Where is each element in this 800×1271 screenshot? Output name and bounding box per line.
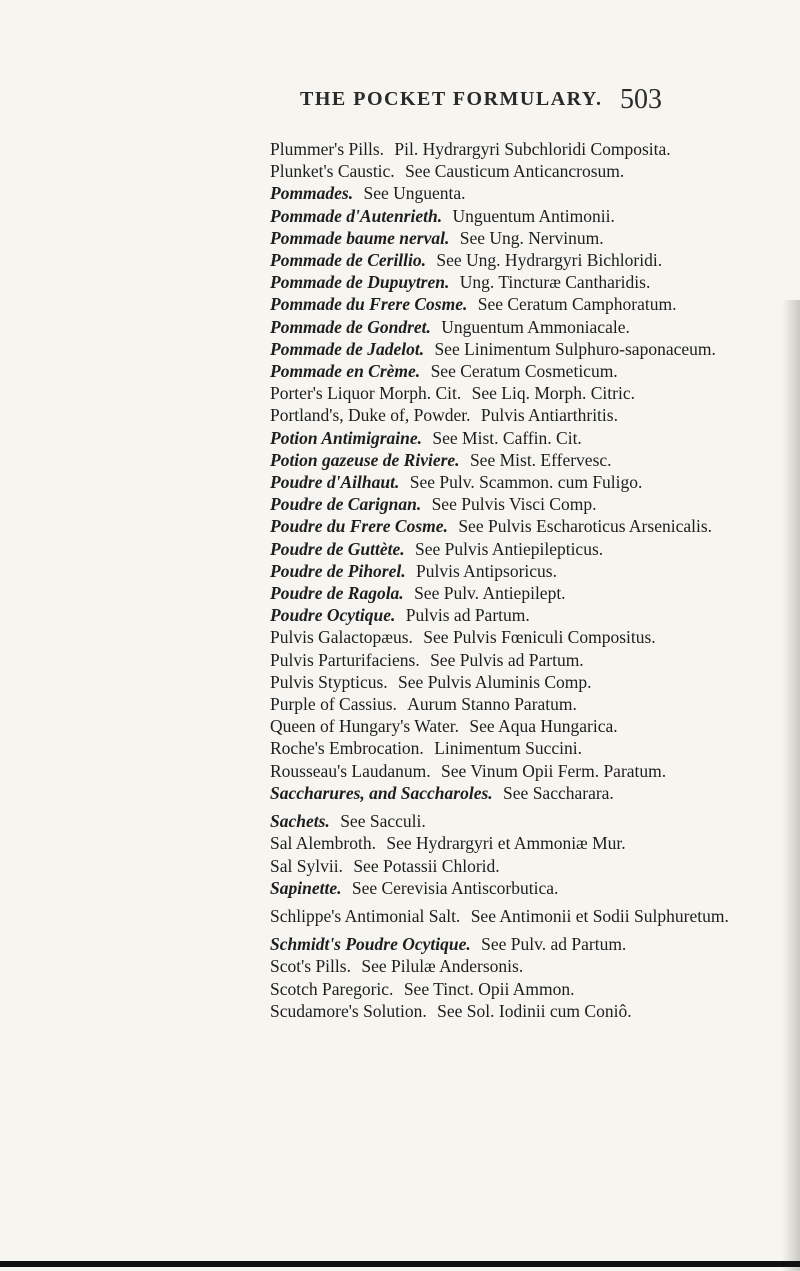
- entry-reference: See Saccharara.: [503, 782, 614, 803]
- entry-heading: Scotch Paregoric.: [270, 978, 394, 999]
- formulary-entry: [270, 316, 770, 338]
- entry-heading: Potion Antimigraine.: [270, 427, 423, 448]
- formulary-entry: [270, 382, 770, 404]
- entry-reference: See Pulvis Aluminis Comp.: [398, 671, 592, 692]
- entry-heading: Porter's Liquor Morph. Cit.: [270, 383, 462, 404]
- entry-reference: Unguentum Ammoniacale.: [441, 316, 630, 337]
- formulary-entry: [270, 905, 770, 927]
- entry-reference: See Pilulæ Andersonis.: [361, 956, 524, 977]
- entry-heading: Pulvis Galactopæus.: [270, 627, 413, 648]
- page-bottom-edge: [0, 1261, 800, 1267]
- entry-heading: Purple of Cassius.: [270, 694, 397, 715]
- formulary-entries: [270, 138, 770, 1022]
- entry-heading: Poudre de Pihorel.: [270, 560, 406, 581]
- entry-heading: Pommade en Crème.: [270, 361, 421, 382]
- formulary-entry: [270, 227, 770, 249]
- entry-heading: Poudre de Carignan.: [270, 494, 422, 515]
- entry-heading: Scudamore's Solution.: [270, 1000, 427, 1021]
- formulary-entry: [270, 515, 770, 537]
- entry-heading: Sal Sylvii.: [270, 855, 343, 876]
- entry-reference: Aurum Stanno Paratum.: [407, 694, 577, 715]
- entry-reference: See Cerevisia Antiscorbutica.: [351, 877, 559, 898]
- entry-heading: Poudre de Ragola.: [270, 583, 404, 604]
- entry-heading: Schmidt's Poudre Ocytique.: [270, 934, 471, 955]
- entry-reference: See Pulvis Antiepilepticus.: [415, 538, 604, 559]
- entry-reference: See Ceratum Cosmeticum.: [430, 361, 618, 382]
- entry-heading: Sachets.: [270, 811, 330, 832]
- entry-reference: See Aqua Hungarica.: [469, 716, 618, 737]
- entry-reference: Pil. Hydrargyri Subchloridi Composita.: [394, 139, 671, 159]
- entry-reference: See Tinct. Opii Ammon.: [403, 978, 575, 999]
- formulary-entry: [270, 671, 770, 693]
- formulary-entry: [270, 249, 770, 271]
- entry-heading: Pommade du Frere Cosme.: [270, 294, 468, 315]
- formulary-entry: [270, 160, 770, 182]
- entry-reference: Pulvis Antiarthritis.: [480, 405, 618, 426]
- formulary-entry: [270, 427, 770, 449]
- entry-reference: Pulvis ad Partum.: [405, 605, 530, 626]
- formulary-entry: [270, 138, 770, 160]
- entry-heading: Poudre Ocytique.: [270, 605, 396, 626]
- entry-reference: See Liq. Morph. Citric.: [471, 383, 635, 404]
- page-header: [0, 84, 800, 116]
- formulary-entry: [270, 582, 770, 604]
- entry-reference: See Sacculi.: [340, 811, 426, 832]
- entry-heading: Sal Alembroth.: [270, 833, 376, 854]
- formulary-entry: [270, 715, 770, 737]
- entry-reference: See Linimentum Sulphuro-saponaceum.: [434, 338, 716, 359]
- entry-heading: Sapinette.: [270, 877, 342, 898]
- entry-reference: Unguentum Antimonii.: [452, 205, 615, 226]
- entry-reference: Pulvis Antipsoricus.: [416, 560, 557, 581]
- entry-heading: Poudre d'Ailhaut.: [270, 472, 400, 493]
- formulary-entry: [270, 626, 770, 648]
- entry-heading: Pommade d'Autenrieth.: [270, 205, 443, 226]
- entry-reference: See Sol. Iodinii cum Coniô.: [437, 1000, 632, 1021]
- running-title: THE POCKET FORMULARY.: [300, 88, 603, 110]
- formulary-entry: [270, 205, 770, 227]
- entry-heading: Pommade de Gondret.: [270, 316, 431, 337]
- entry-heading: Queen of Hungary's Water.: [270, 716, 460, 737]
- entry-heading: Rousseau's Laudanum.: [270, 760, 431, 781]
- formulary-entry: [270, 810, 770, 832]
- formulary-entry: [270, 338, 770, 360]
- formulary-entry: [270, 493, 770, 515]
- entry-heading: Pommade de Cerillio.: [270, 250, 427, 271]
- entry-reference: See Pulvis Escharoticus Arsenicalis.: [458, 516, 713, 537]
- entry-heading: Pommade de Dupuytren.: [270, 272, 450, 293]
- entry-heading: Poudre du Frere Cosme.: [270, 516, 448, 537]
- entry-heading: Plummer's Pills.: [270, 139, 385, 159]
- entry-reference: See Pulvis ad Partum.: [430, 649, 584, 670]
- entry-heading: Pommade baume nerval.: [270, 227, 450, 248]
- entry-reference: See Ceratum Camphoratum.: [477, 294, 677, 315]
- formulary-entry: [270, 1000, 770, 1022]
- formulary-entry: [270, 604, 770, 626]
- page-number: 503: [620, 84, 662, 115]
- formulary-entry: [270, 449, 770, 471]
- entry-reference: See Mist. Caffin. Cit.: [432, 427, 582, 448]
- entry-reference: See Causticum Anticancrosum.: [405, 161, 625, 182]
- formulary-entry: [270, 649, 770, 671]
- entry-reference: See Vinum Opii Ferm. Paratum.: [441, 760, 667, 781]
- formulary-entry: [270, 360, 770, 382]
- entry-reference: See Pulv. Scammon. cum Fuligo.: [409, 472, 643, 493]
- formulary-entry: [270, 782, 770, 804]
- formulary-entry: [270, 560, 770, 582]
- entry-reference: Linimentum Succini.: [434, 738, 582, 759]
- formulary-entry: [270, 855, 770, 877]
- formulary-entry: [270, 538, 770, 560]
- formulary-entry: [270, 404, 770, 426]
- entry-reference: See Pulvis Fœniculi Compositus.: [423, 627, 656, 648]
- formulary-entry: [270, 293, 770, 315]
- formulary-entry: [270, 877, 770, 899]
- entry-reference: Ung. Tincturæ Cantharidis.: [459, 272, 651, 293]
- entry-reference: See Ung. Hydrargyri Bichloridi.: [436, 250, 663, 271]
- entry-reference: See Hydrargyri et Ammoniæ Mur.: [386, 833, 626, 854]
- entry-heading: Roche's Embrocation.: [270, 738, 424, 759]
- entry-heading: Pulvis Parturifaciens.: [270, 649, 420, 670]
- formulary-entry: [270, 271, 770, 293]
- formulary-entry: [270, 693, 770, 715]
- formulary-entry: [270, 760, 770, 782]
- entry-heading: Pommades.: [270, 183, 354, 204]
- formulary-entry: [270, 832, 770, 854]
- entry-heading: Potion gazeuse de Riviere.: [270, 449, 460, 470]
- formulary-entry: [270, 955, 770, 977]
- entry-reference: See Pulvis Visci Comp.: [431, 494, 597, 515]
- binding-shadow: [782, 300, 800, 1271]
- entry-reference: See Unguenta.: [363, 183, 466, 204]
- entry-heading: Schlippe's Antimonial Salt.: [270, 905, 461, 926]
- formulary-entry: [270, 978, 770, 1000]
- formulary-entry: [270, 933, 770, 955]
- entry-heading: Portland's, Duke of, Powder.: [270, 405, 471, 426]
- entry-heading: Plunket's Caustic.: [270, 161, 395, 182]
- formulary-entry: [270, 737, 770, 759]
- entry-heading: Pulvis Stypticus.: [270, 671, 388, 692]
- entry-reference: See Antimonii et Sodii Sulphuretum.: [470, 905, 729, 926]
- entry-heading: Poudre de Guttète.: [270, 538, 405, 559]
- entry-reference: See Pulv. ad Partum.: [481, 934, 627, 955]
- entry-heading: Saccharures, and Saccharoles.: [270, 782, 493, 803]
- entry-heading: Pommade de Jadelot.: [270, 338, 425, 359]
- entry-reference: See Mist. Effervesc.: [469, 449, 612, 470]
- formulary-entry: [270, 471, 770, 493]
- entry-reference: See Potassii Chlorid.: [353, 855, 500, 876]
- entry-reference: See Ung. Nervinum.: [459, 227, 604, 248]
- formulary-entry: [270, 182, 770, 204]
- entry-heading: Scot's Pills.: [270, 956, 351, 977]
- entry-reference: See Pulv. Antiepilept.: [414, 583, 566, 604]
